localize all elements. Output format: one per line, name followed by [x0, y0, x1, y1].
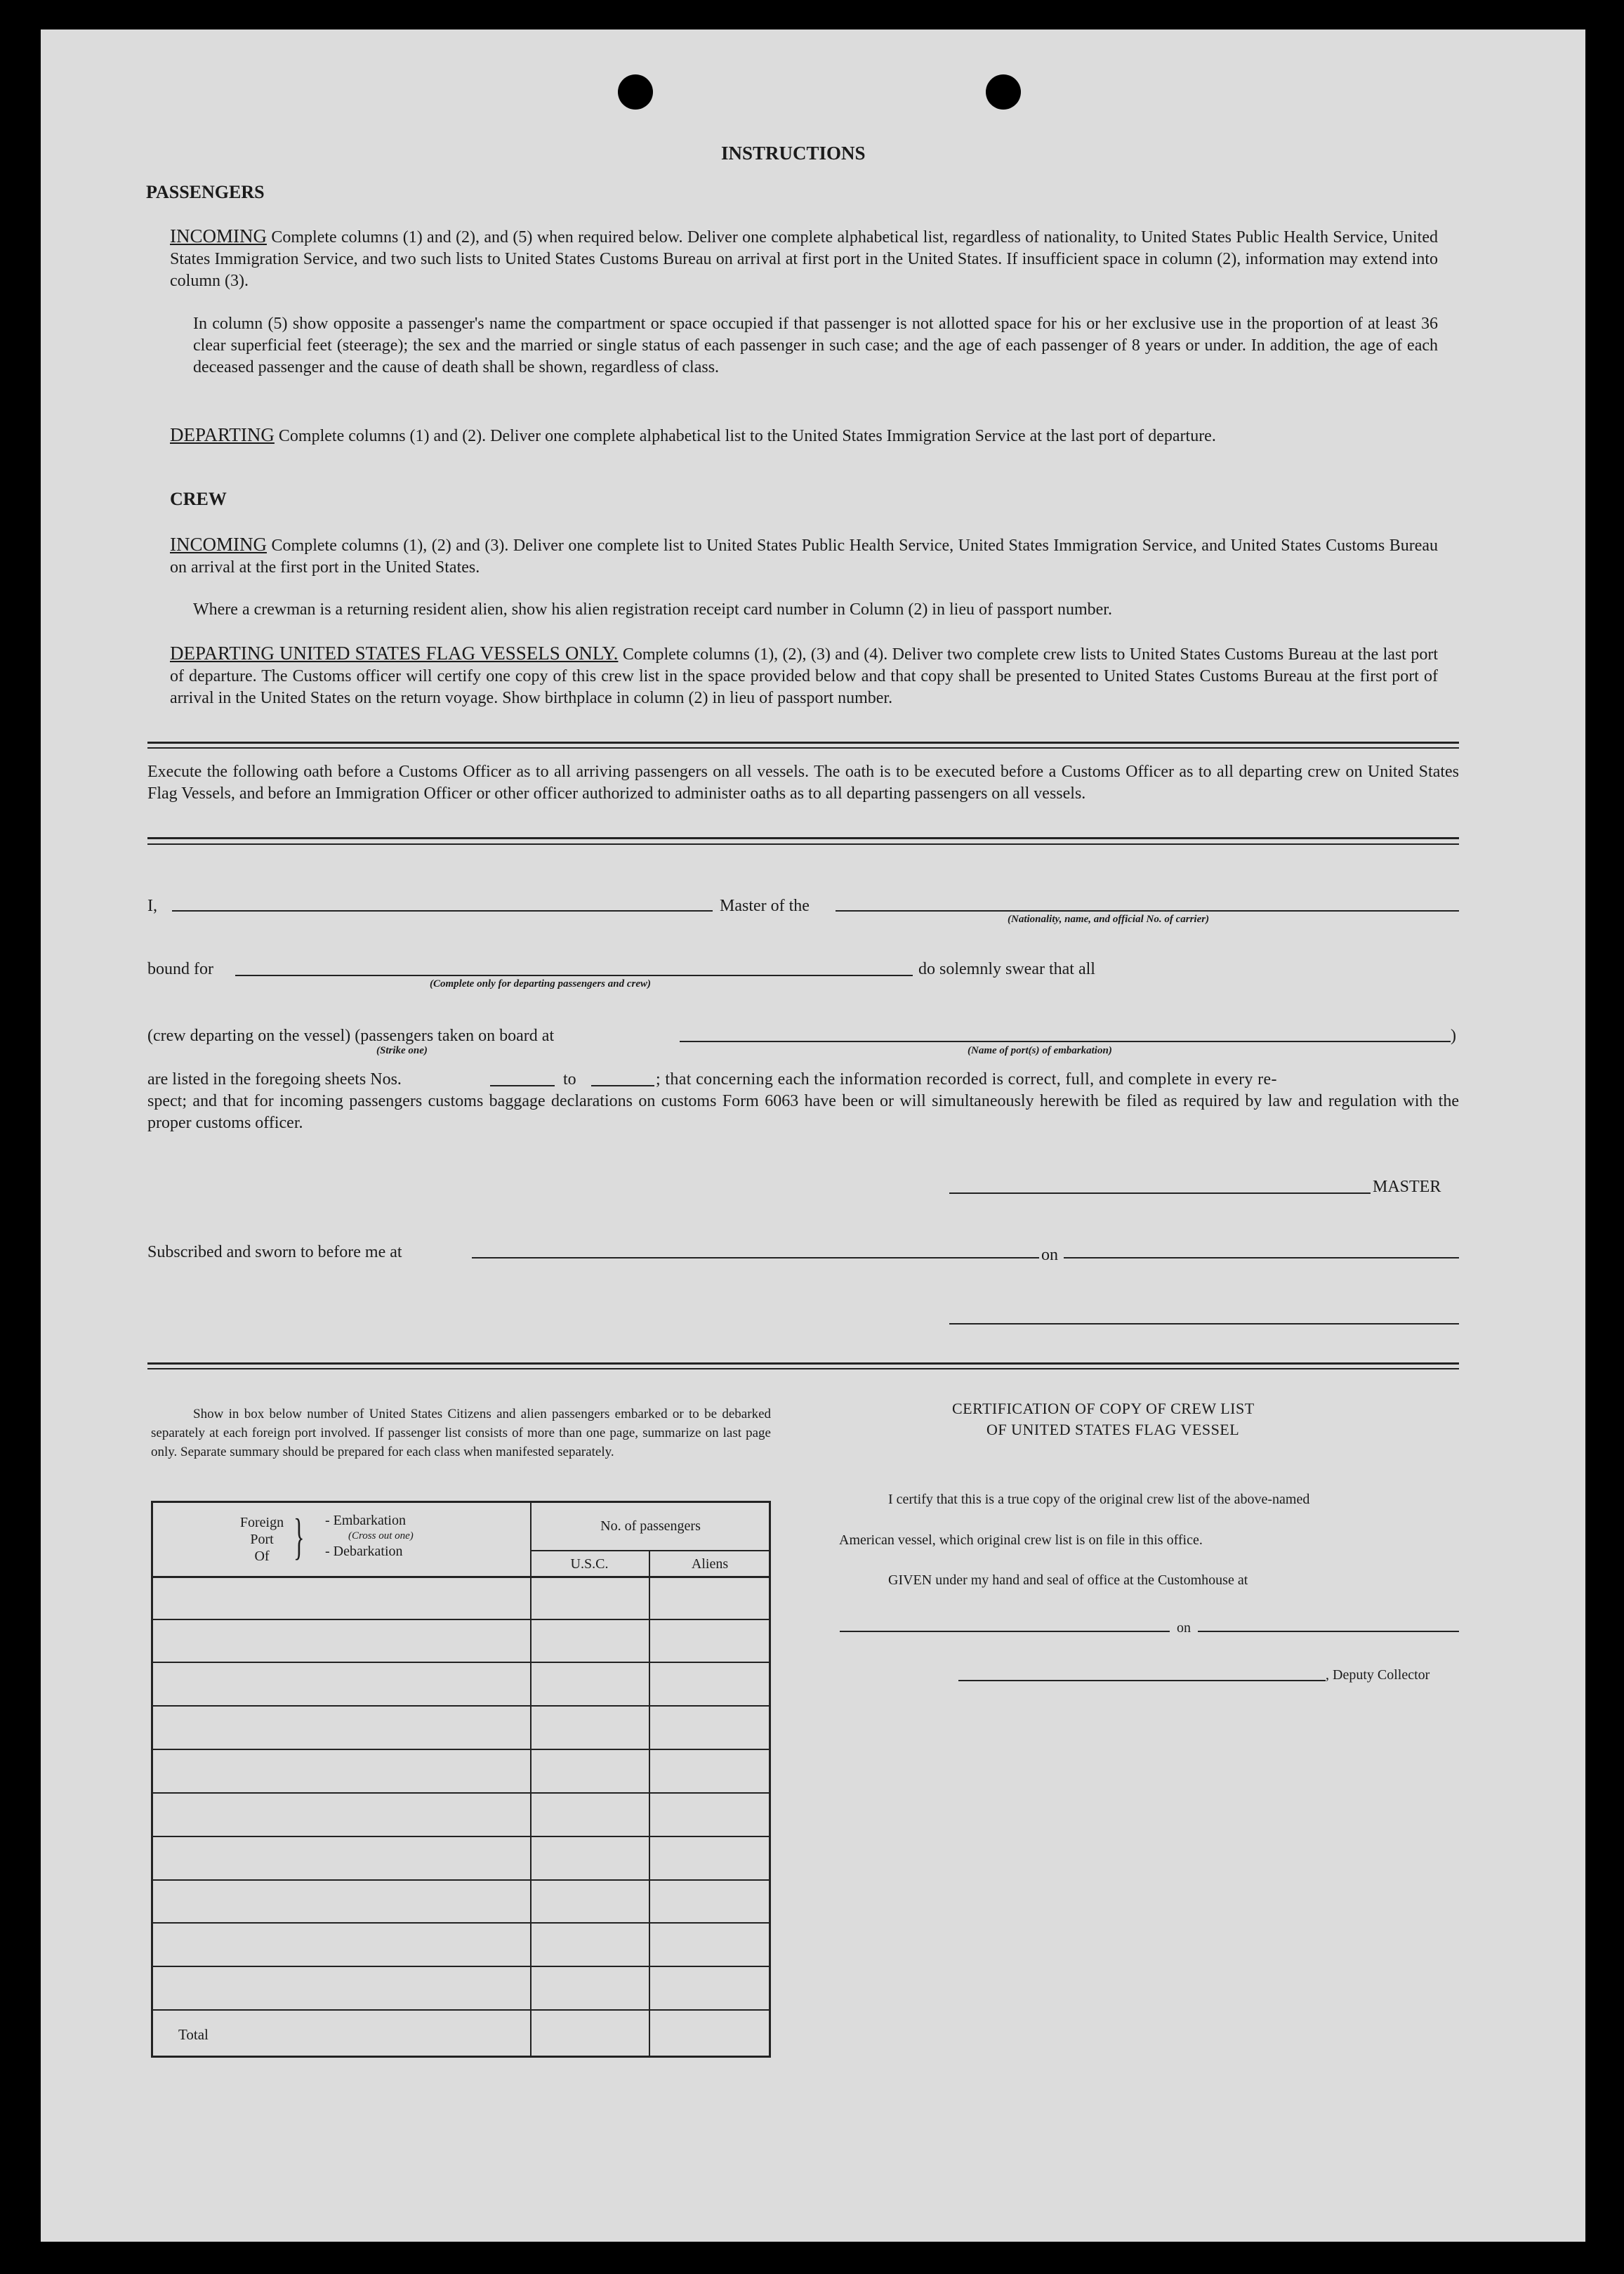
certification-date-field[interactable]: [1198, 1631, 1459, 1632]
table-row: [153, 1792, 769, 1794]
master-label: MASTER: [1373, 1178, 1441, 1196]
strike-one-caption: (Strike one): [376, 1045, 428, 1056]
carrier-field[interactable]: [836, 910, 1459, 912]
table-row: [153, 1705, 769, 1707]
aliens-header: Aliens: [691, 1556, 729, 1572]
port-label: Port: [250, 1532, 274, 1547]
crew-incoming-paragraph: [170, 534, 1438, 579]
passengers-incoming-label: INCOMING: [170, 225, 267, 247]
oath-intro: Execute the following oath before a Customs Officer as to all arriving passengers on all vessels. The oath is to be executed before a Customs Officer as to all departing crew on United States Flag Vessels, and before an Immigration Officer or other officer authorized to administer oaths as to all departing passengers on all vessels.: [147, 763, 1459, 803]
instructions-title: INSTRUCTIONS: [721, 143, 866, 164]
table-row: [153, 1749, 769, 1750]
summary-instructions: Show in box below number of United States Citizens and alien passengers embarked or to be debarked separately at each foreign port involved. If passenger list consists of more than one page, summarize on last page only. Separate summary should be prepared for each class when manifested separately.: [151, 1407, 771, 1459]
table-row: [153, 2009, 769, 2011]
certification-title-2: OF UNITED STATES FLAG VESSEL: [986, 1421, 1240, 1438]
passengers-departing-label: DEPARTING: [170, 424, 275, 445]
master-signature-field[interactable]: [949, 1192, 1371, 1194]
listed-sheets-label: are listed in the foregoing sheets Nos.: [147, 1070, 402, 1089]
of-label: Of: [254, 1549, 270, 1564]
crew-departing-text: Complete columns (1), (2), (3) and (4). Deliver two complete crew lists to United States Customs Bureau at the last port of departure. The Customs officer will certify one copy of this crew list in the space provided below and that copy shall be presented to United States Customs Bureau at the first port of arrival in the United States on the return voyage. Show birthplace in column (2) in lieu of passport number.: [170, 645, 1438, 707]
certification-line-1: I certify that this is a true copy of the original crew list of the above-named: [888, 1492, 1310, 1507]
usc-header: U.S.C.: [570, 1556, 609, 1572]
debarkation-label: - Debarkation: [325, 1544, 403, 1559]
listed-text-rest: spect; and that for incoming passengers customs baggage declarations on customs Form 6063 have been or will simultaneously herewith be filed as required by law and regulation with the proper customs officer.: [147, 1092, 1459, 1132]
divider: [147, 837, 1459, 839]
ports-caption: (Name of port(s) of embarkation): [968, 1045, 1112, 1056]
no-of-passengers-header: No. of passengers: [600, 1518, 701, 1534]
sheet-to-field[interactable]: [591, 1085, 654, 1086]
crew-incoming-label: INCOMING: [170, 534, 267, 555]
subscribed-label: Subscribed and sworn to before me at: [147, 1243, 402, 1261]
officer-signature-field[interactable]: [949, 1323, 1459, 1325]
bound-for-caption: (Complete only for departing passengers and crew): [430, 978, 651, 990]
passengers-departing-text: Complete columns (1) and (2). Deliver one complete alphabetical list to the United States Immigration Service at the last port of departure.: [278, 427, 1216, 445]
swear-text: do solemnly swear that all: [918, 960, 1095, 978]
deputy-collector-label: , Deputy Collector: [1326, 1667, 1430, 1683]
table-row: [153, 1922, 769, 1924]
table-row: [153, 1879, 769, 1881]
crew-departing-text: (crew departing on the vessel) (passengers taken on board at: [147, 1027, 555, 1045]
punch-hole: [618, 74, 653, 110]
sworn-place-field[interactable]: [472, 1257, 1039, 1258]
embarkation-label: - Embarkation: [325, 1513, 406, 1528]
crew-incoming-text: Complete columns (1), (2) and (3). Deliver one complete list to United States Public Health Service, United States Immigration Service, and United States Customs Bureau on arrival at the first port in the United States.: [170, 537, 1439, 577]
table-header-divider: [530, 1550, 769, 1551]
certification-line-3: GIVEN under my hand and seal of office at the Customhouse at: [888, 1572, 1248, 1588]
bound-for-field[interactable]: [235, 975, 913, 976]
customhouse-field[interactable]: [840, 1631, 1170, 1632]
punch-hole: [986, 74, 1021, 110]
table-row: [153, 1966, 769, 1967]
sworn-date-field[interactable]: [1064, 1257, 1459, 1258]
table-row: [153, 1619, 769, 1620]
passengers-departing-paragraph: [170, 424, 1438, 447]
crew-departing-label: DEPARTING UNITED STATES FLAG VESSELS ONLY.: [170, 643, 619, 664]
passengers-incoming-text: Complete columns (1) and (2), and (5) when required below. Deliver one complete alphabetical list, regardless of nationality, to United States Public Health Service, United States Immigration Service, and two such lists to United States Customs Bureau on arrival at first port in the United States. If insufficient space in column (2), information may extend into column (3).: [170, 228, 1438, 290]
carrier-caption: (Nationality, name, and official No. of carrier): [1008, 914, 1210, 925]
divider: [147, 747, 1459, 749]
table-column-divider: [530, 1503, 532, 2056]
oath-i-label: I,: [147, 897, 157, 915]
divider: [147, 1362, 1459, 1365]
brace-glyph: }: [293, 1509, 305, 1565]
bound-for-label: bound for: [147, 960, 213, 978]
table-header-bottom: [153, 1576, 769, 1578]
embarkation-ports-field[interactable]: [680, 1041, 1451, 1042]
passengers-column5-paragraph: In column (5) show opposite a passenger's name the compartment or space occupied if that passenger is not allotted space for his or her exclusive use in the proportion of at least 36 clear superficial feet (steerage); the sex and the married or single status of each passenger in such case; and the age of each passenger of 8 years or under. In addition, the age of each deceased passenger and the cause of death shall be shown, regardless of class.: [193, 315, 1438, 376]
crew-heading: CREW: [170, 489, 227, 509]
total-label: Total: [178, 2026, 209, 2043]
passenger-summary-table: [151, 1501, 771, 2058]
divider: [147, 843, 1459, 845]
divider: [147, 742, 1459, 744]
deputy-signature-field[interactable]: [958, 1680, 1326, 1681]
close-paren: ): [1451, 1027, 1456, 1045]
sheet-from-field[interactable]: [490, 1085, 555, 1086]
crew-resident-alien-text: Where a crewman is a returning resident alien, show his alien registration receipt card number in Column (2) in lieu of passport number.: [193, 600, 1112, 619]
divider: [147, 1368, 1459, 1369]
passengers-incoming-paragraph: [170, 225, 1438, 292]
table-row: [153, 1662, 769, 1663]
certification-on-label: on: [1177, 1620, 1191, 1636]
foreign-port-of-label: [234, 1514, 290, 1565]
sworn-on-label: on: [1041, 1246, 1058, 1264]
table-row: [153, 1836, 769, 1837]
foreign-label: Foreign: [239, 1515, 284, 1530]
listed-text-continued: ; that concerning each the information recorded is correct, full, and complete in every re-: [656, 1070, 1277, 1089]
cross-out-one-caption: (Cross out one): [348, 1530, 414, 1542]
master-name-field[interactable]: [172, 910, 713, 912]
listed-to-label: to: [563, 1070, 576, 1089]
table-column-divider: [649, 1550, 650, 2056]
master-of-the-label: Master of the: [720, 897, 810, 915]
passengers-heading: PASSENGERS: [146, 182, 265, 202]
certification-line-2: American vessel, which original crew list is on file in this office.: [839, 1532, 1203, 1548]
crew-departing-paragraph: [170, 643, 1438, 709]
certification-title-1: CERTIFICATION OF COPY OF CREW LIST: [952, 1400, 1255, 1417]
